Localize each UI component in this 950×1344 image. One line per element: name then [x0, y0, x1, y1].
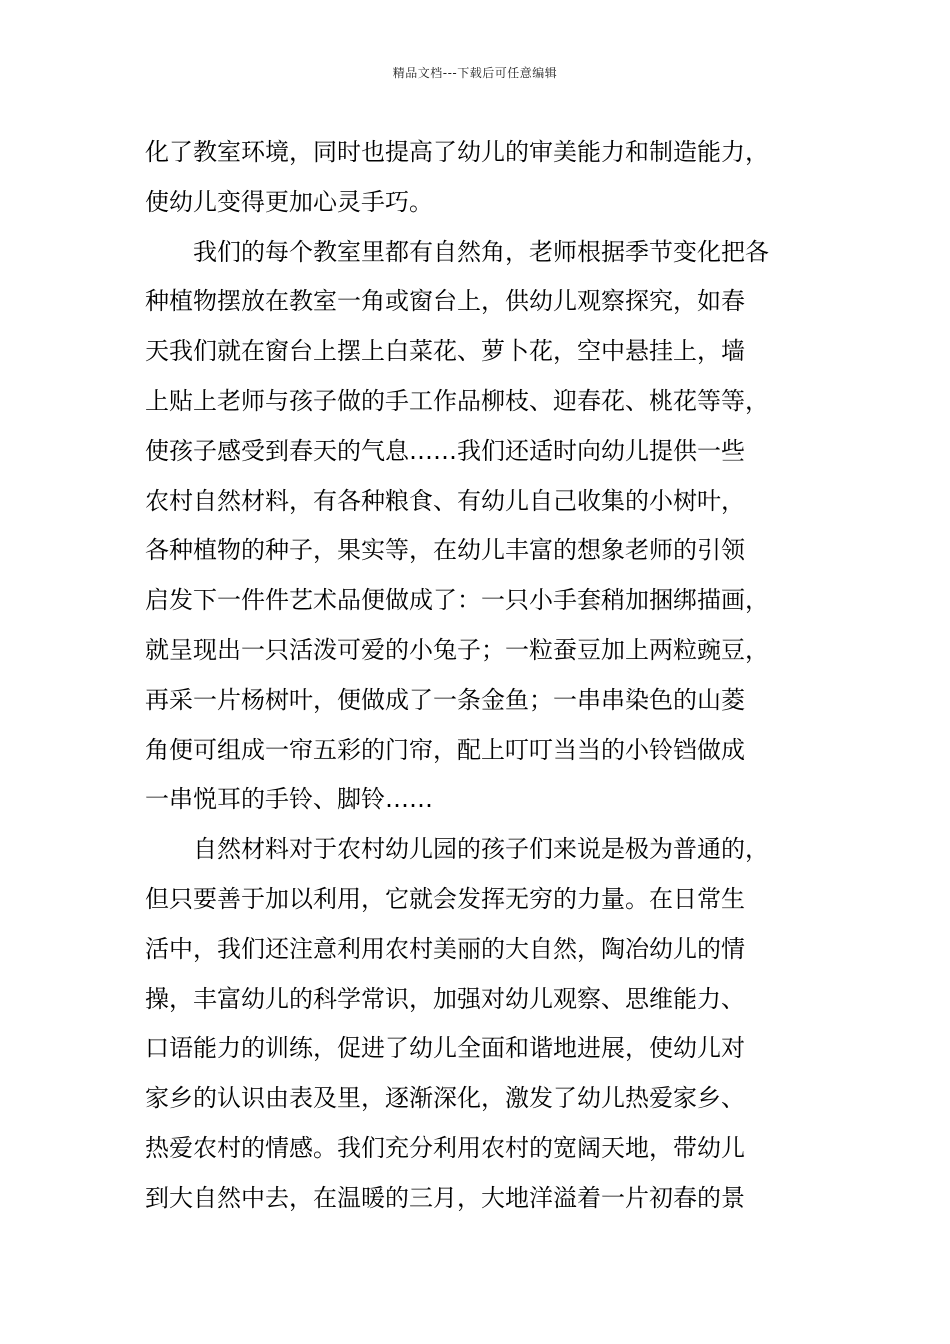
text-line: 农村自然材料，有各种粮食、有幼儿自己收集的小树叶，	[145, 486, 745, 515]
paragraph-start-line: 自然材料对于农村幼儿园的孩子们来说是极为普通的，	[193, 835, 769, 864]
paragraph-start-line: 我们的每个教室里都有自然角，老师根据季节变化把各	[193, 237, 769, 266]
text-line: 操，丰富幼儿的科学常识，加强对幼儿观察、思维能力、	[145, 984, 745, 1013]
text-line: 但只要善于加以利用，它就会发挥无穷的力量。在日常生	[145, 884, 745, 913]
text-line: 角便可组成一帘五彩的门帘，配上叮叮当当的小铃铛做成	[145, 735, 745, 764]
document-body	[145, 128, 825, 1224]
text-line: 天我们就在窗台上摆上白菜花、萝卜花，空中悬挂上，墙	[145, 337, 745, 366]
text-line: 活中，我们还注意利用农村美丽的大自然，陶冶幼儿的情	[145, 934, 745, 963]
text-line: 化了教室环境，同时也提高了幼儿的审美能力和制造能力，	[145, 138, 769, 166]
text-line: 上贴上老师与孩子做的手工作品柳枝、迎春花、桃花等等，	[145, 386, 769, 415]
text-line: 口语能力的训练，促进了幼儿全面和谐地进展，使幼儿对	[145, 1034, 745, 1063]
text-line: 一串悦耳的手铃、脚铃……	[145, 785, 433, 814]
text-line: 种植物摆放在教室一角或窗台上，供幼儿观察探究，如春	[145, 287, 745, 316]
text-line: 使孩子感受到春天的气息……我们还适时向幼儿提供一些	[145, 436, 745, 465]
page-header: 精品文档---下载后可任意编辑	[392, 66, 558, 80]
text-line: 热爱农村的情感。我们充分利用农村的宽阔天地，带幼儿	[145, 1133, 745, 1162]
text-line: 就呈现出一只活泼可爱的小兔子；一粒蚕豆加上两粒豌豆，	[145, 635, 769, 664]
text-line: 各种植物的种子，果实等，在幼儿丰富的想象老师的引领	[145, 536, 745, 565]
text-line: 再采一片杨树叶，便做成了一条金鱼；一串串染色的山菱	[145, 685, 745, 714]
text-line: 使幼儿变得更加心灵手巧。	[145, 187, 433, 216]
text-line: 启发下一件件艺术品便做成了：一只小手套稍加捆绑描画，	[145, 586, 769, 615]
text-line: 家乡的认识由表及里，逐渐深化，激发了幼儿热爱家乡、	[145, 1084, 745, 1113]
text-line: 到大自然中去，在温暖的三月，大地洋溢着一片初春的景	[145, 1183, 745, 1212]
